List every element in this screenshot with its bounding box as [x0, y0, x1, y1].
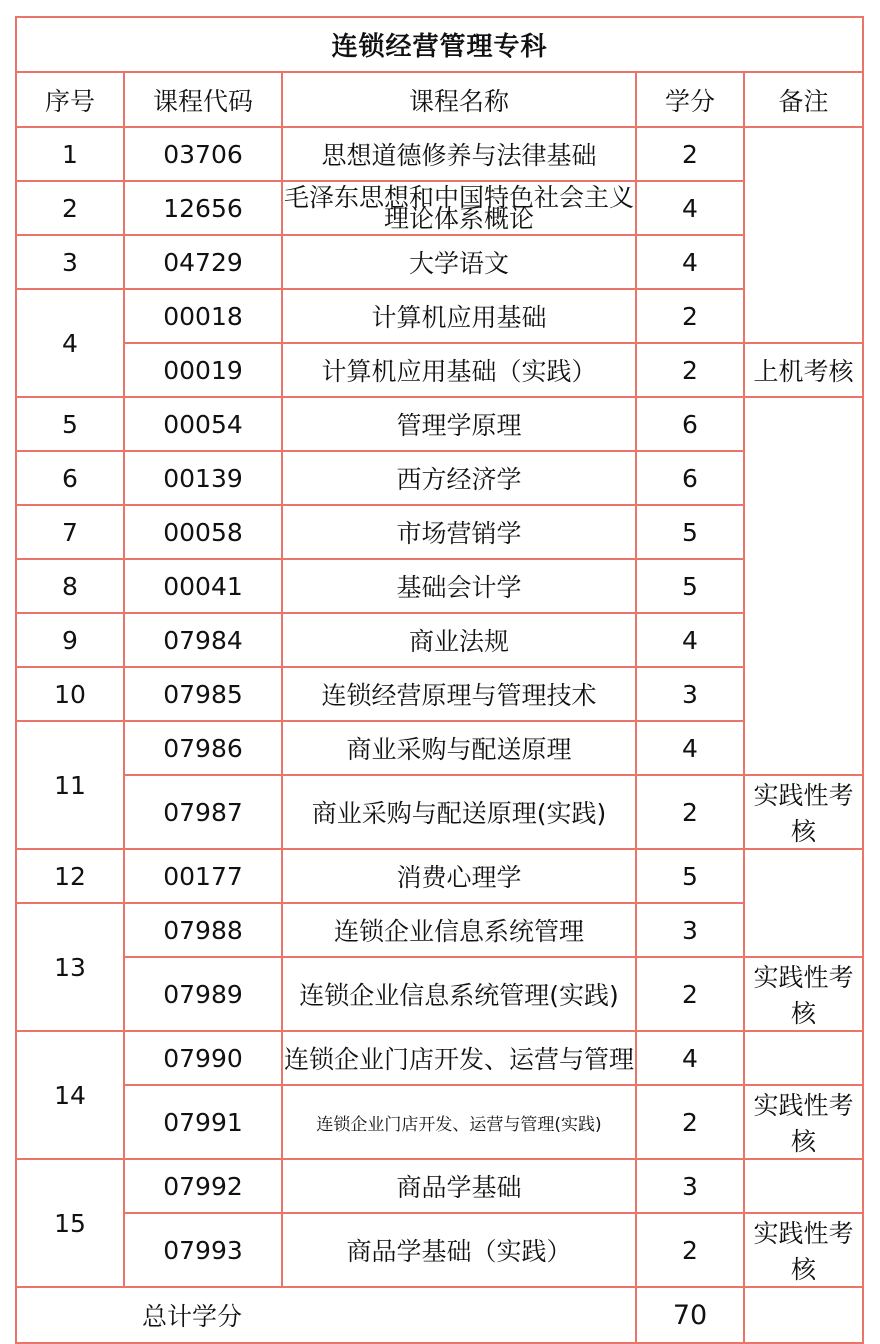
- note-cell: [744, 397, 863, 775]
- table-row: [16, 667, 863, 721]
- credit-cell: 6: [636, 397, 744, 451]
- name-cell: 连锁企业信息系统管理: [282, 903, 636, 957]
- code-cell: 00058: [124, 505, 282, 559]
- note-cell: 实践性考核: [744, 957, 863, 1031]
- seq-cell: 1: [16, 127, 124, 181]
- credit-cell: 6: [636, 451, 744, 505]
- note-cell: 上机考核: [744, 343, 863, 397]
- name-cell: 大学语文: [282, 235, 636, 289]
- seq-cell: 2: [16, 181, 124, 235]
- seq-cell: 7: [16, 505, 124, 559]
- code-cell: 07989: [124, 957, 282, 1031]
- seq-cell: 5: [16, 397, 124, 451]
- code-cell: 12656: [124, 181, 282, 235]
- total-label: 总计学分: [16, 1287, 636, 1343]
- name-line-2: 理论体系概论: [383, 204, 534, 233]
- name-cell: [282, 181, 636, 235]
- table-row: [16, 1159, 863, 1213]
- name-cell: 市场营销学: [282, 505, 636, 559]
- seq-cell: 15: [16, 1159, 124, 1287]
- seq-cell: 8: [16, 559, 124, 613]
- credit-cell: 2: [636, 289, 744, 343]
- name-cell: 连锁经营原理与管理技术: [282, 667, 636, 721]
- name-cell: 西方经济学: [282, 451, 636, 505]
- curriculum-table: [15, 16, 864, 1344]
- code-cell: 07993: [124, 1213, 282, 1287]
- credit-cell: 2: [636, 775, 744, 849]
- header-credit: 学分: [636, 72, 744, 127]
- note-cell: 实践性考核: [744, 1085, 863, 1159]
- credit-cell: 5: [636, 505, 744, 559]
- note-cell: [744, 849, 863, 957]
- code-cell: 00019: [124, 343, 282, 397]
- credit-cell: 4: [636, 721, 744, 775]
- total-value: 70: [636, 1287, 744, 1343]
- credit-cell: 2: [636, 343, 744, 397]
- table-row: [16, 289, 863, 343]
- table-row: [16, 1213, 863, 1287]
- credit-cell: 5: [636, 849, 744, 903]
- table-row: [16, 181, 863, 235]
- name-cell: 商业采购与配送原理(实践): [282, 775, 636, 849]
- credit-cell: 5: [636, 559, 744, 613]
- note-cell: [744, 127, 863, 343]
- code-cell: 04729: [124, 235, 282, 289]
- name-cell: 商业法规: [282, 613, 636, 667]
- seq-cell: 3: [16, 235, 124, 289]
- name-cell: 商品学基础（实践）: [282, 1213, 636, 1287]
- table-row: [16, 721, 863, 775]
- code-cell: 00139: [124, 451, 282, 505]
- seq-cell: 10: [16, 667, 124, 721]
- code-cell: 03706: [124, 127, 282, 181]
- code-cell: 07988: [124, 903, 282, 957]
- table-row: [16, 397, 863, 451]
- code-cell: 00018: [124, 289, 282, 343]
- table-row: [16, 343, 863, 397]
- seq-cell: 9: [16, 613, 124, 667]
- name-cell: 连锁企业信息系统管理(实践): [282, 957, 636, 1031]
- note-cell: 实践性考核: [744, 775, 863, 849]
- table-row: [16, 849, 863, 903]
- total-row: [16, 1287, 863, 1343]
- seq-cell: 14: [16, 1031, 124, 1159]
- code-cell: 00054: [124, 397, 282, 451]
- credit-cell: 3: [636, 903, 744, 957]
- seq-cell: 12: [16, 849, 124, 903]
- name-cell: 思想道德修养与法律基础: [282, 127, 636, 181]
- name-cell: 商品学基础: [282, 1159, 636, 1213]
- note-cell: [744, 1159, 863, 1213]
- name-cell: 连锁企业门店开发、运营与管理: [282, 1031, 636, 1085]
- code-cell: 07992: [124, 1159, 282, 1213]
- code-cell: 07987: [124, 775, 282, 849]
- total-note-cell: [744, 1287, 863, 1343]
- table-row: [16, 451, 863, 505]
- name-line-1: 毛泽东思想和中国特色社会主义: [283, 183, 634, 212]
- credit-cell: 2: [636, 127, 744, 181]
- table-row: [16, 957, 863, 1031]
- name-cell: 基础会计学: [282, 559, 636, 613]
- credit-cell: 4: [636, 613, 744, 667]
- header-code: 课程代码: [124, 72, 282, 127]
- table-row: [16, 1031, 863, 1085]
- credit-cell: 2: [636, 1085, 744, 1159]
- table-row: [16, 775, 863, 849]
- table-row: [16, 903, 863, 957]
- code-cell: 07984: [124, 613, 282, 667]
- credit-cell: 4: [636, 235, 744, 289]
- table-row: [16, 613, 863, 667]
- seq-cell: 4: [16, 289, 124, 397]
- credit-cell: 4: [636, 1031, 744, 1085]
- table-row: [16, 559, 863, 613]
- seq-cell: 13: [16, 903, 124, 1031]
- credit-cell: 3: [636, 1159, 744, 1213]
- header-name: 课程名称: [282, 72, 636, 127]
- name-cell: 管理学原理: [282, 397, 636, 451]
- table-row: [16, 505, 863, 559]
- code-cell: 07991: [124, 1085, 282, 1159]
- table-row: [16, 1085, 863, 1159]
- table-row: [16, 235, 863, 289]
- code-cell: 07990: [124, 1031, 282, 1085]
- header-seq: 序号: [16, 72, 124, 127]
- credit-cell: 3: [636, 667, 744, 721]
- name-cell: 计算机应用基础: [282, 289, 636, 343]
- table-title: 连锁经营管理专科: [16, 17, 863, 72]
- seq-cell: 11: [16, 721, 124, 849]
- code-cell: 07986: [124, 721, 282, 775]
- code-cell: 00041: [124, 559, 282, 613]
- seq-cell: 6: [16, 451, 124, 505]
- name-cell: 计算机应用基础（实践）: [282, 343, 636, 397]
- header-note: 备注: [744, 72, 863, 127]
- credit-cell: 2: [636, 957, 744, 1031]
- note-cell: [744, 1031, 863, 1085]
- name-cell: 连锁企业门店开发、运营与管理(实践): [282, 1085, 636, 1159]
- table-row: [16, 127, 863, 181]
- note-cell: 实践性考核: [744, 1213, 863, 1287]
- credit-cell: 4: [636, 181, 744, 235]
- credit-cell: 2: [636, 1213, 744, 1287]
- name-cell: 商业采购与配送原理: [282, 721, 636, 775]
- name-cell: 消费心理学: [282, 849, 636, 903]
- code-cell: 00177: [124, 849, 282, 903]
- code-cell: 07985: [124, 667, 282, 721]
